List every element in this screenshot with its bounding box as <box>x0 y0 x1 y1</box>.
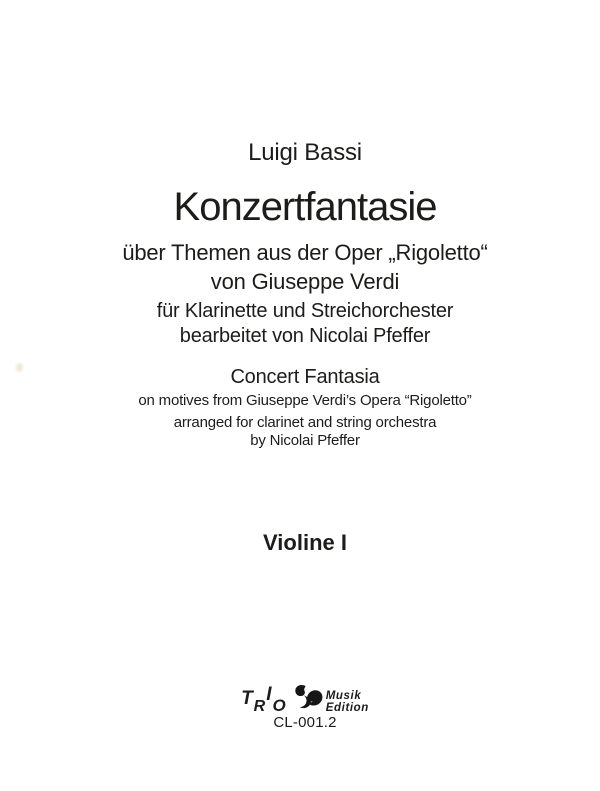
arrangement-german-line1: für Klarinette und Streichorchester <box>156 300 454 322</box>
subtitle-english: on motives from Giuseppe Verdi’s Opera “Rigoletto” <box>138 392 472 409</box>
arrangement-english <box>5 414 600 450</box>
work-title-english: Concert Fantasia <box>230 366 380 388</box>
arrangement-german <box>5 299 600 349</box>
catalog-number: CL-001.2 <box>273 714 337 731</box>
publisher-logo-word2: Edition <box>325 702 369 714</box>
arrangement-german-line2: bearbeitet von Nicolai Pfeffer <box>179 325 431 347</box>
title-page-content <box>5 0 600 791</box>
logo-letter-r: R <box>253 698 267 715</box>
subtitle-german <box>5 238 600 296</box>
publisher-logo-word1: Musik <box>325 690 362 702</box>
logo-letter-o: O <box>272 696 287 715</box>
logo-letter-i: I <box>266 684 273 705</box>
subtitle-german-line1: über Themen aus der Oper „Rigoletto“ <box>122 240 488 265</box>
scan-artifact-speck <box>16 363 23 372</box>
work-title: Konzertfantasie <box>173 185 437 229</box>
arrangement-english-line2: by Nicolai Pfeffer <box>250 432 360 449</box>
logo-letter-t: T <box>241 688 254 709</box>
subtitle-german-line2: von Giuseppe Verdi <box>210 269 400 294</box>
arrangement-english-line1: arranged for clarinet and string orchestra <box>173 414 437 431</box>
part-name: Violine I <box>263 530 347 555</box>
publisher-logo-wordmark <box>241 684 287 715</box>
publisher-logo-text <box>326 690 369 714</box>
composer-name: Luigi Bassi <box>248 139 362 166</box>
